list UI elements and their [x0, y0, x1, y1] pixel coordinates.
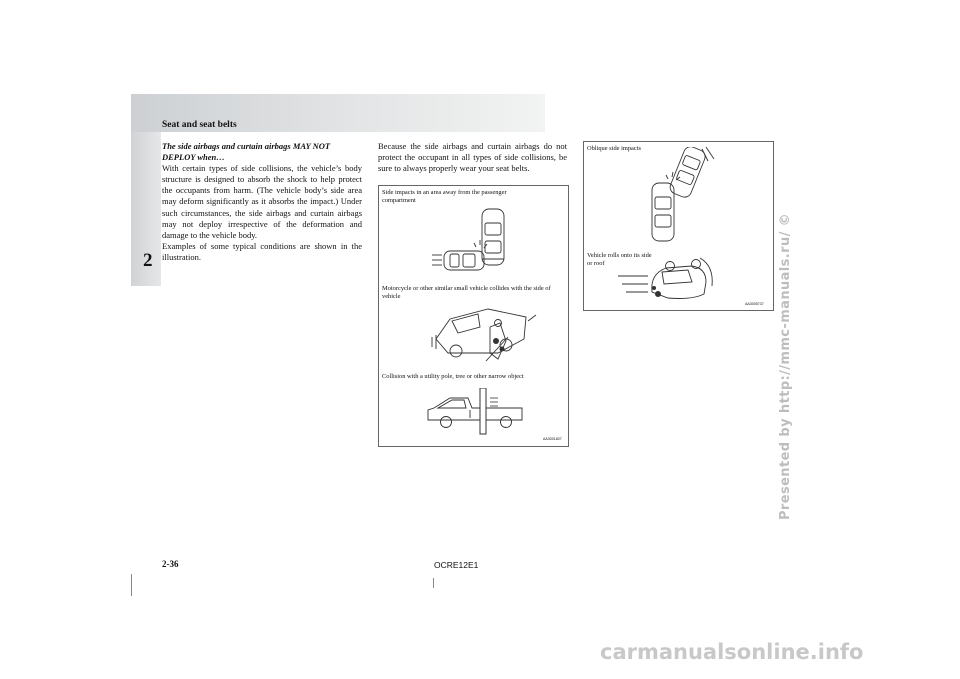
chapter-number: 2 [143, 250, 153, 271]
figure2-code: AA3005737 [745, 302, 764, 306]
figure1-code: AA3001807 [543, 437, 562, 441]
section-heading-line1: The side airbags and curtain airbags MAY NOT [162, 141, 331, 151]
page-number: 2-36 [162, 559, 179, 569]
section-title: Seat and seat belts [162, 120, 237, 130]
crop-mark-bottom [433, 578, 434, 588]
document-code: OCRE12E1 [434, 560, 479, 570]
section-heading-line2: DEPLOY when… [162, 152, 225, 163]
illustration-rollover [618, 252, 718, 304]
illustration-pole-collision [424, 388, 534, 436]
figure1-caption-2: Motorcycle or other similar small vehicle collides with the side of vehicle [382, 285, 551, 300]
figure2-caption-2-line2: or roof [587, 260, 605, 267]
body-paragraph-2: Examples of some typical conditions are shown in the illustration. [162, 240, 362, 262]
bottom-watermark: carmanualsonline.info [600, 640, 864, 664]
side-watermark: Presented by http://mmc-manuals.ru/ © [778, 212, 793, 520]
illustration-motorcycle-collision [428, 301, 538, 369]
figure2-caption-1: Oblique side impacts [587, 145, 641, 152]
body-paragraph: With certain types of side collisions, the vehicle’s body structure is designed to absorb the shock to help protect the occupants from harm. (The vehicle body’s side area may deform significantly as it absorbs the impact.) Under such circumstances, the side airbags and curtain airbags may not deploy irrespective of the deformation and damage to the vehicle body. [162, 163, 362, 240]
illustration-oblique-impact [640, 147, 720, 247]
illustration-side-impact-away [430, 203, 530, 275]
figure1-caption-1: Side impacts in an area away from the passenger compartment [382, 189, 507, 204]
figure2-caption-2-line1: Vehicle rolls onto its side [587, 252, 652, 259]
figure1-caption-3: Collision with a utility pole, tree or other narrow object [382, 373, 524, 380]
crop-mark-left [131, 574, 132, 596]
intro-paragraph: Because the side airbags and curtain airbags do not protect the occupant in all types of side collisions, be sure to always properly wear your seat belts. [378, 141, 567, 174]
left-column [162, 141, 362, 263]
